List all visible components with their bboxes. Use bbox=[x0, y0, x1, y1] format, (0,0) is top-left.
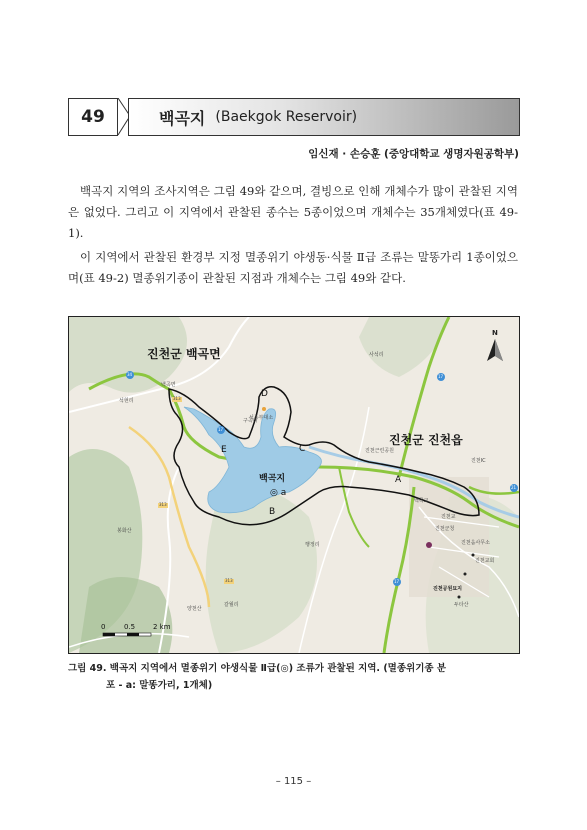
road-number-label: 21 bbox=[511, 485, 517, 490]
point-label-b: B bbox=[269, 507, 276, 517]
observation-marker: ◎ a bbox=[270, 488, 287, 498]
place-label: 석종부대소 bbox=[249, 415, 274, 421]
paragraph-2: 이 지역에서 관찰된 환경부 지정 멸종위기 야생동·식물 Ⅱ급 조류는 말똥가리 1종이었으며(표 49-2) 멸종위기종이 관찰된 지점과 개체수는 그림 49와 같다. bbox=[68, 250, 518, 285]
point-label-e: E bbox=[221, 445, 227, 455]
place-label: 진천근린공원 bbox=[365, 448, 394, 454]
road-number-label: 313 bbox=[173, 396, 181, 401]
place-label: 봉화산 bbox=[117, 528, 132, 534]
road-number-label: 17 bbox=[218, 427, 224, 432]
place-label: 석현리 bbox=[119, 398, 134, 404]
place-label: 백곡면 bbox=[161, 382, 176, 388]
place-label: 사석리 bbox=[369, 352, 384, 358]
paragraph-1: 백곡지 지역의 조사지역은 그림 49와 같으며, 결빙으로 인해 개체수가 많이 관찰된 지역은 없었다. 그리고 이 지역에서 관찰된 종수는 5종이었으며 개체수는 35개체였다(표 49-1). bbox=[68, 184, 518, 240]
caption-line-2: 포 - a: 말똥가리, 1개체) bbox=[106, 680, 213, 691]
road-number-label: 17 bbox=[394, 579, 400, 584]
survey-area-map bbox=[68, 316, 520, 654]
road-number-label: 313 bbox=[225, 578, 233, 583]
road-number-label: 17 bbox=[438, 374, 444, 379]
place-label: 행정리 bbox=[305, 542, 320, 548]
figure-caption bbox=[68, 660, 520, 694]
north-arrow-label: N bbox=[492, 329, 498, 337]
region-label-jincheon: 진천군 진천읍 bbox=[389, 433, 463, 447]
place-label: 양천산 bbox=[187, 606, 202, 612]
page-number: – 115 – bbox=[275, 776, 312, 787]
road-number-label: 34 bbox=[127, 372, 133, 377]
place-label: 구곡리 bbox=[243, 418, 258, 424]
point-label-d: D bbox=[261, 389, 268, 399]
place-label: 갈월리 bbox=[224, 602, 239, 608]
section-header bbox=[68, 98, 518, 136]
place-label: 진천IC bbox=[471, 458, 486, 464]
point-label-c: C bbox=[299, 444, 306, 454]
caption-line-1: 그림 49. 백곡지 지역에서 멸종위기 야생식물 Ⅱ급(◎) 조류가 관찰된 지역. (멸종위기종 분 bbox=[68, 663, 447, 674]
place-label: 진천읍사무소 bbox=[461, 540, 490, 546]
scale-label-0: 0 bbox=[101, 623, 106, 631]
scale-label-2km: 2 km bbox=[153, 623, 171, 631]
region-label-baekgok: 진천군 백곡면 bbox=[147, 347, 221, 361]
place-label: 진천교 bbox=[441, 514, 456, 520]
section-title-kr: 백곡지 bbox=[159, 108, 206, 128]
place-label: 백곡교 bbox=[414, 498, 429, 504]
section-number: 49 bbox=[68, 98, 118, 136]
place-label: 진천교회 bbox=[475, 558, 495, 564]
map-canvas bbox=[69, 317, 519, 653]
place-label: 두타산 bbox=[454, 602, 469, 608]
section-title-en: (Baekgok Reservoir) bbox=[215, 109, 358, 125]
point-label-a: A bbox=[395, 475, 402, 485]
scale-label-half: 0.5 bbox=[124, 623, 136, 631]
site-name-label: 백곡지 bbox=[259, 474, 286, 484]
section-title-bar bbox=[128, 98, 520, 136]
place-label: 진천군청 bbox=[435, 526, 455, 532]
road-number-label: 313 bbox=[159, 502, 167, 507]
place-label: 진천공원묘지 bbox=[433, 586, 462, 592]
authors: 임신재 · 손승훈 (중앙대학교 생명자원공학부) bbox=[308, 148, 519, 160]
